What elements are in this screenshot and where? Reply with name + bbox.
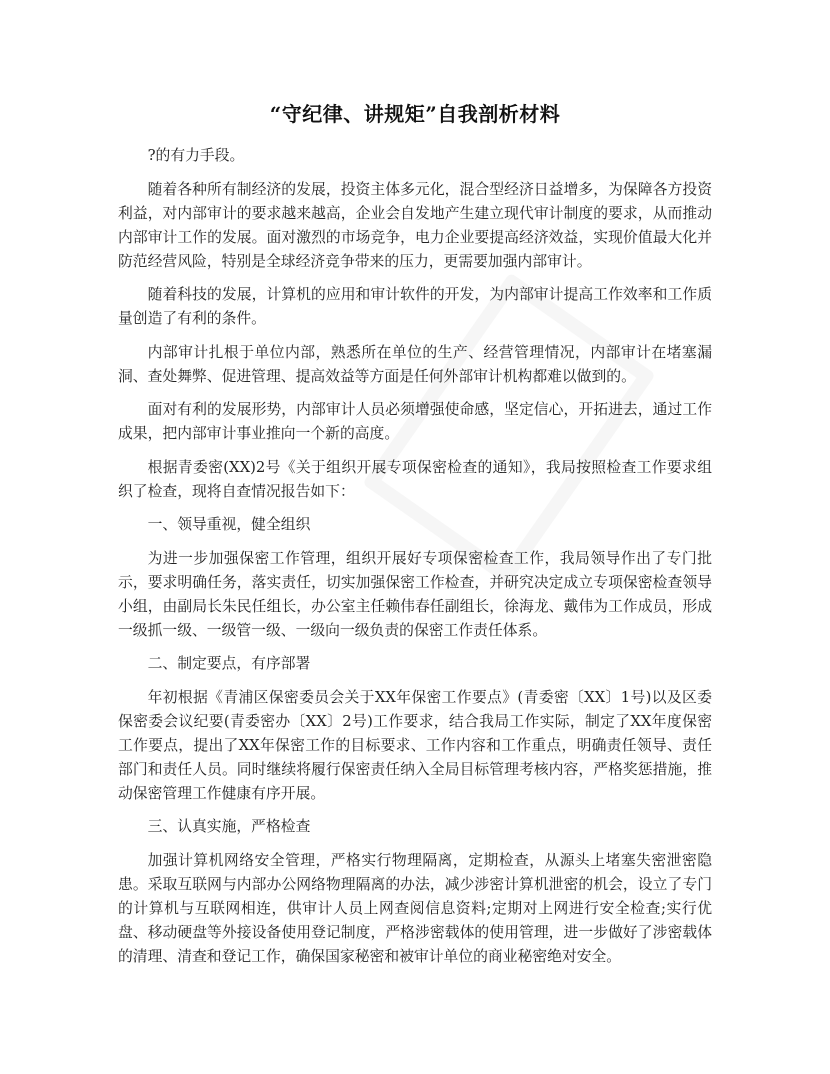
section-heading: 一、领导重视，健全组织 [147, 516, 311, 533]
section-heading: 二、制定要点，有序部署 [147, 655, 311, 672]
paragraph: 随着各种所有制经济的发展，投资主体多元化，混合型经济日益增多，为保障各方投资利益，对内部审计的要求越来越高，企业会自发地产生建立现代审计制度的要求，从而推动内部审计工作的发展。面对激烈的市场竞争，电力企业要提高经济效益，实现价值最大化并防范经营风险，特别是全球经济竞争带来的压力，更需要加强内部审计。 [118, 180, 712, 270]
document-title: “守纪律、讲规矩”自我剖析材料 [269, 102, 561, 126]
paragraph: ?的有力手段。 [147, 147, 245, 164]
paragraph: 加强计算机网络安全管理，严格实行物理隔离，定期检查，从源头上堵塞失密泄密隐患。采取互联网与内部办公网络物理隔离的办法，减少涉密计算机泄密的机会，设立了专门的计算机与互联网相连，供审计人员上网查阅信息资料;定期对上网进行安全检查;实行优盘、移动硬盘等外接设备使用登记制度，严格涉密载体的使用管理，进一步做好了涉密载体的清理、清查和登记工作，确保国家秘密和被审计单位的商业秘密绝对安全。 [118, 851, 712, 965]
paragraph: 为进一步加强保密工作管理，组织开展好专项保密检查工作，我局领导作出了专门批示，要求明确任务，落实责任，切实加强保密工作检查，并研究决定成立专项保密检查领导小组，由副局长朱民任组长，办公室主任赖伟春任副组长，徐海龙、戴伟为工作成员，形成一级抓一级、一级管一级、一级向一级负责的保密工作责任体系。 [118, 549, 712, 639]
paragraph: 随着科技的发展，计算机的应用和审计软件的开发，为内部审计提高工作效率和工作质量创造了有利的条件。 [118, 286, 712, 327]
paragraph: 内部审计扎根于单位内部，熟悉所在单位的生产、经营管理情况，内部审计在堵塞漏洞、查处舞弊、促进管理、提高效益等方面是任何外部审计机构都难以做到的。 [118, 343, 712, 385]
paragraph: 年初根据《青浦区保密委员会关于XX年保密工作要点》(青委密〔XX〕1号)以及区委保密委会议纪要(青委密办〔XX〕2号)工作要求，结合我局工作实际，制定了XX年度保密工作要点，提出了XX年保密工作的目标要求、工作内容和工作重点，明确责任领导、责任部门和责任人员。同时继续将履行保密责任纳入全局目标管理考核内容，严格奖惩措施，推动保密管理工作健康有序开展。 [118, 688, 712, 802]
paragraph: 面对有利的发展形势，内部审计人员必须增强使命感，坚定信心，开拓进去，通过工作成果，把内部审计事业推向一个新的高度。 [118, 401, 712, 442]
document-body [118, 144, 712, 978]
section-heading: 三、认真实施，严格检查 [147, 818, 311, 835]
paragraph: 根据青委密(XX)2号《关于组织开展专项保密检查的通知》，我局按照检查工作要求组织了检查，现将自查情况报告如下： [118, 458, 712, 500]
